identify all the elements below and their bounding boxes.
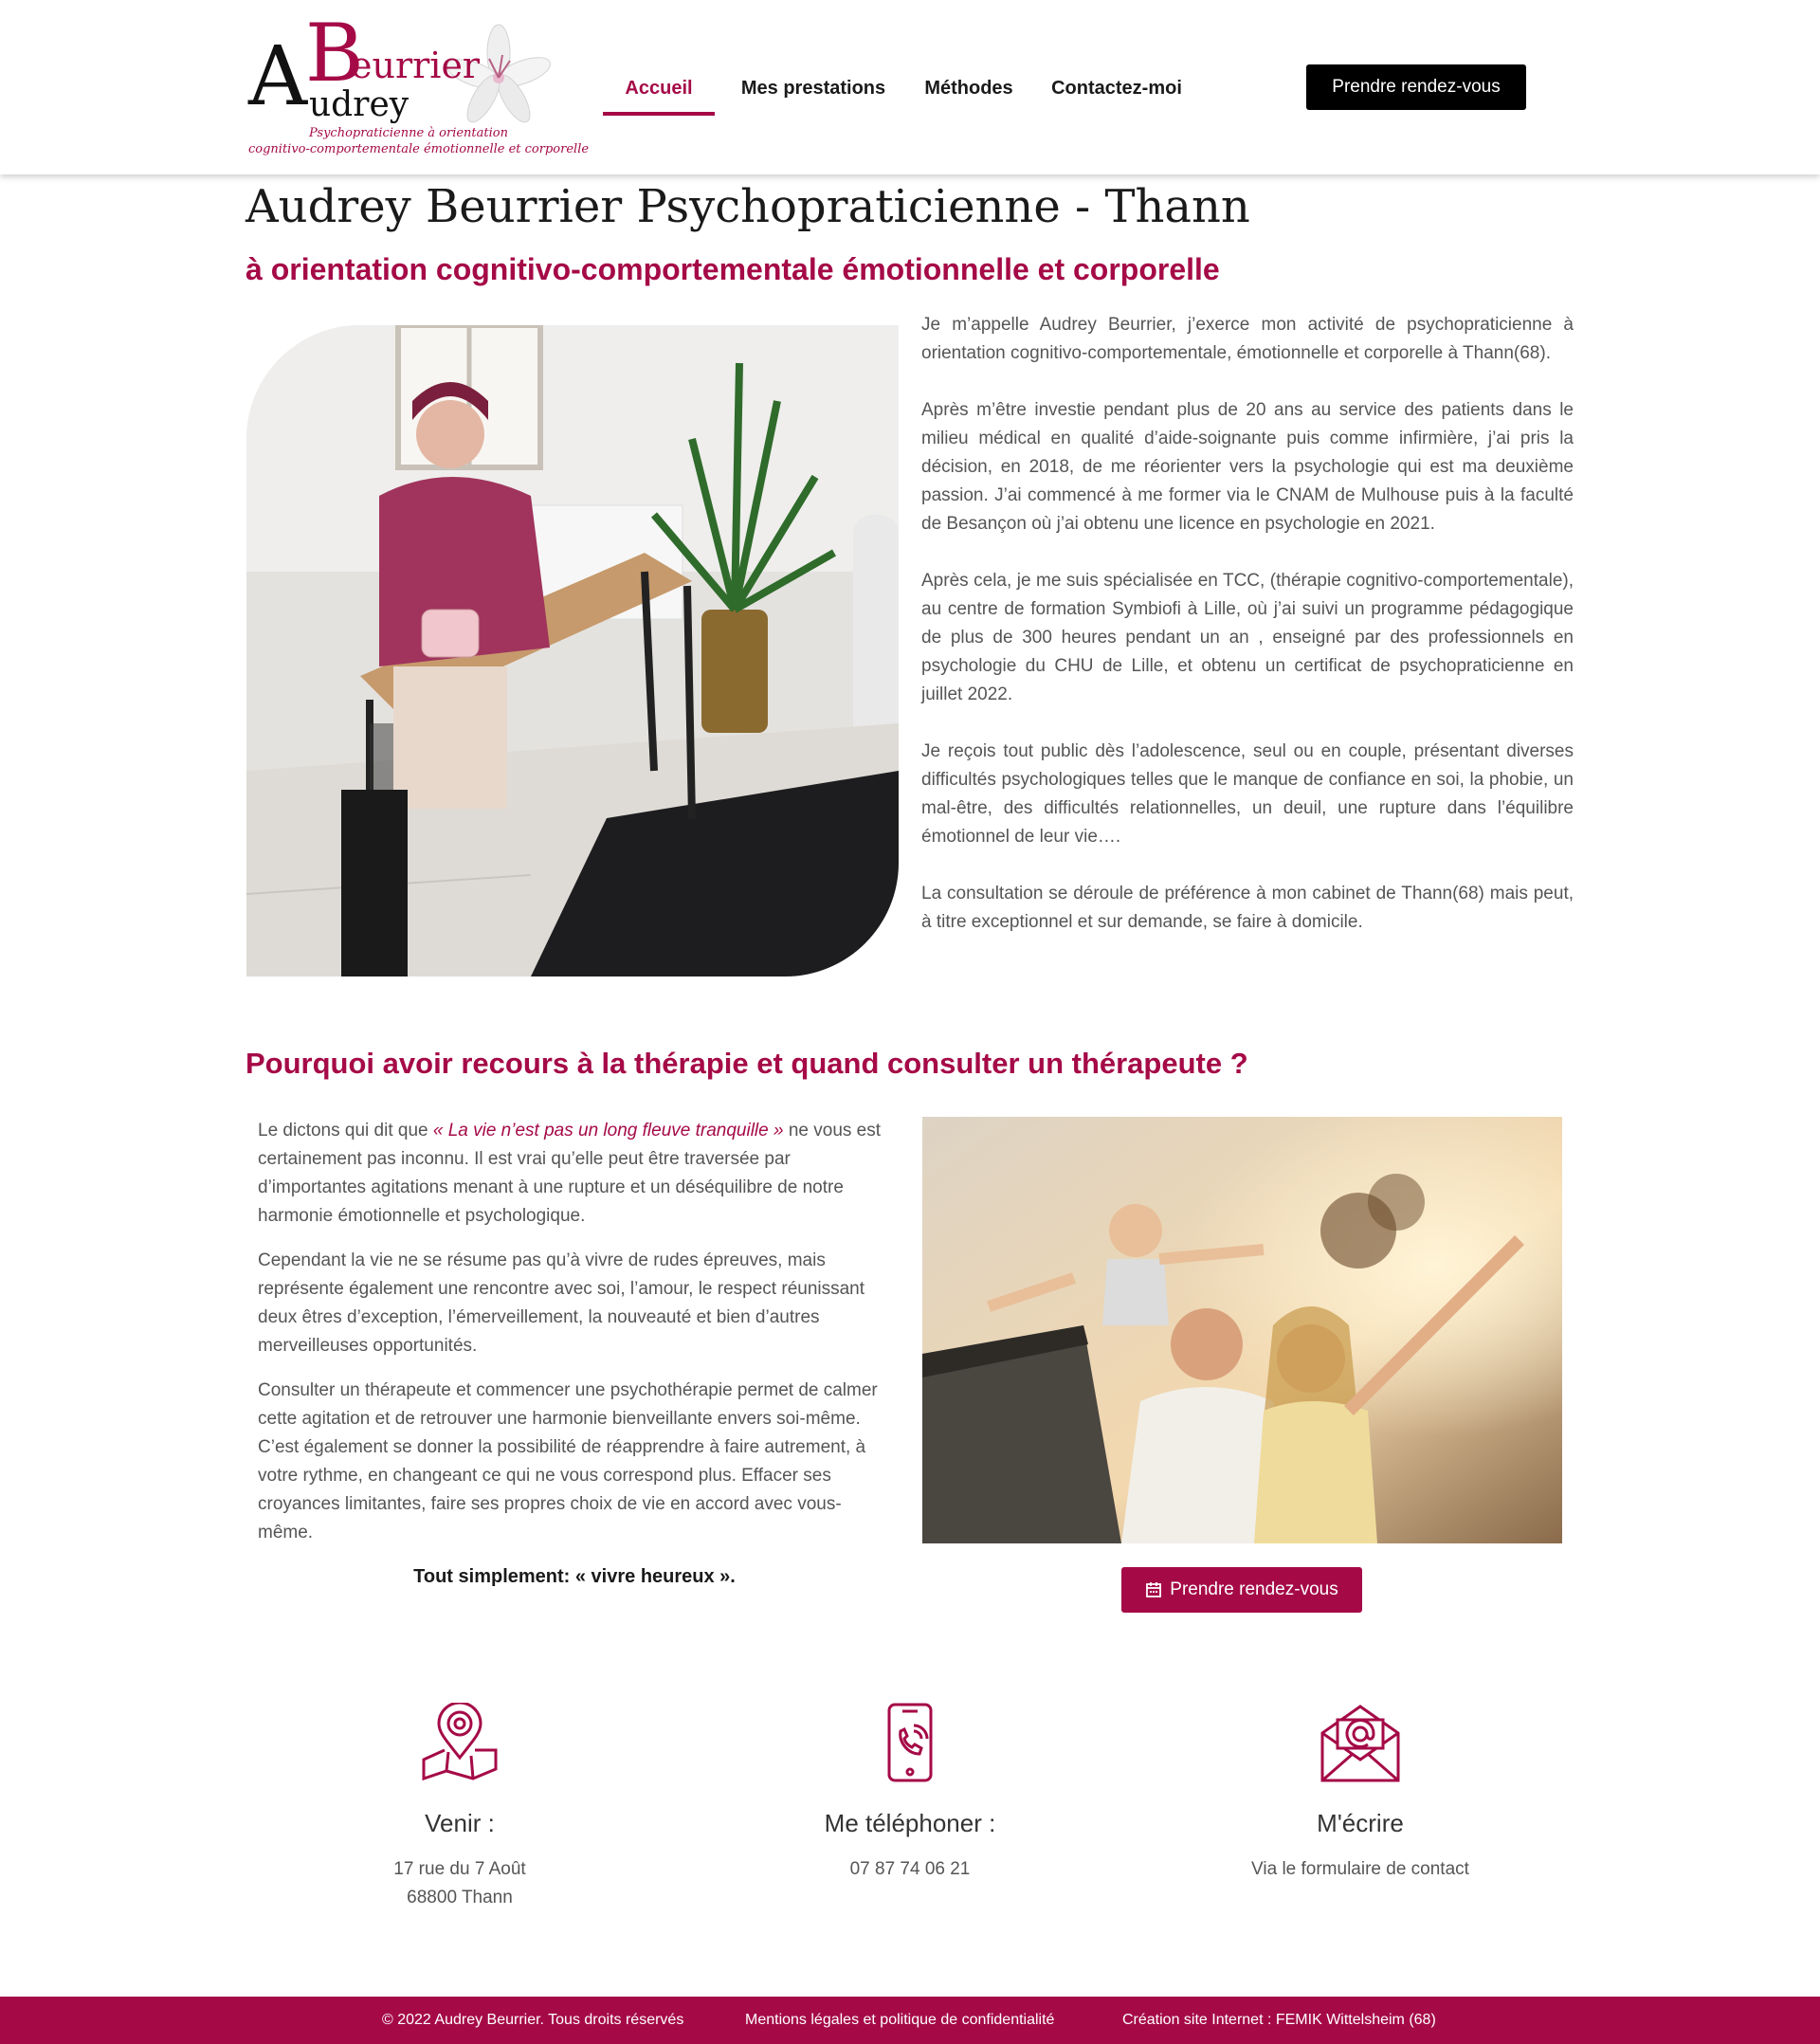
why-text-before: Le dictons qui dit que (258, 1121, 433, 1141)
address-line-1: 17 rue du 7 Août (393, 1859, 526, 1879)
quote-text: « La vie n’est pas un long fleuve tranquille » (432, 1121, 784, 1141)
contact-heading: Me téléphoner : (824, 1809, 996, 1837)
map-pin-icon (420, 1703, 500, 1782)
nav-item-accueil[interactable]: Accueil (603, 66, 715, 116)
intro-paragraph: Je reçois tout public dès l’adolescence, seul ou en couple, présentant diverses difficultés psychologiques telles que le manque de confiance en soi, la phobie, un mal-être, des difficultés relationnelles, un deuil, une rupture dans l’équilibre émotionnel de leur vie…. (921, 741, 1574, 847)
contact-heading: Venir : (425, 1809, 495, 1837)
calendar-icon (1145, 1581, 1162, 1598)
therapist-office-photo (246, 325, 899, 976)
site-header (0, 0, 1820, 174)
logo-word-1: eurrier (351, 45, 481, 86)
intro-paragraph: Après cela, je me suis spécialisée en TCC, (thérapie cognitivo-comportementale), au centre de formation Symbiofi à Lille, où j’ai suivi un programme pédagogique de plus de 300 heures pendant un an , enseigné par des professionnels en psychologie du CHU de Lille, et obtenu un certificat de psychopraticienne en juillet 2022. (921, 571, 1574, 704)
phone-icon (870, 1703, 950, 1782)
site-logo[interactable] (245, 9, 590, 161)
book-appointment-label: Prendre rendez-vous (1170, 1579, 1338, 1599)
intro-paragraph: Je m’appelle Audrey Beurrier, j’exerce mon activité de psychopraticienne à orientation cognitivo-comportementale, émotionnelle et corporelle à Thann(68). (921, 315, 1574, 363)
why-paragraph-1 (258, 1117, 891, 1231)
book-appointment-button-secondary[interactable] (1121, 1567, 1362, 1613)
why-paragraph-3: Consulter un thérapeute et commencer une psychothérapie permet de calmer cette agitation et de retrouver une harmonie bienveillante envers soi-même. C’est également se donner la possibilité de réapprendre à faire autrement, à votre rythme, en changeant ce qui ne vous correspond plus. Effacer ses croyances limitantes, faire ses propres choix de vie en accord avec vous-même. (258, 1380, 878, 1542)
why-text (258, 1117, 891, 1563)
book-appointment-button[interactable]: Prendre rendez-vous (1306, 64, 1526, 110)
address-line-2: 68800 Thann (407, 1888, 513, 1907)
nav-item-prestations[interactable]: Mes prestations (740, 78, 886, 99)
logo-tagline-2: cognitivo-comportementale émotionnelle et corporelle (248, 142, 590, 156)
email-icon (1320, 1703, 1400, 1782)
contact-phone (720, 1703, 1100, 1884)
why-paragraph-2: Cependant la vie ne se résume pas qu’à vivre de rudes épreuves, mais représente également une rencontre avec soi, l’amour, le respect réunissant deux êtres d’exception, l’émerveillement, la nouveauté et bien d’autres merveilleuses opportunités. (258, 1250, 865, 1356)
logo-tagline-1: Psychopraticienne à orientation (309, 126, 508, 140)
contact-email (1171, 1703, 1550, 1884)
why-text-after: ne vous est certainement pas inconnu. Il est vrai qu’elle peut être traversée par d’importantes agitations menant à une rupture et un déséquilibre de notre harmonie émotionnelle et psychologique. (258, 1121, 882, 1226)
contact-heading: M'écrire (1317, 1809, 1404, 1837)
footer-credit-link[interactable]: Création site Internet : FEMIK Wittelsheim (68) (1122, 2012, 1436, 2028)
page-subtitle: à orientation cognitivo-comportementale émotionnelle et corporelle (246, 252, 1220, 286)
contact-address (270, 1703, 649, 1912)
nav-item-contact[interactable]: Contactez-moi (1051, 78, 1182, 99)
site-footer (0, 1997, 1820, 2044)
nav-item-methodes[interactable]: Méthodes (924, 78, 1013, 99)
intro-paragraph: La consultation se déroule de préférence à mon cabinet de Thann(68) mais peut, à titre exceptionnel et sur demande, se faire à domicile. (921, 884, 1574, 932)
phone-number[interactable]: 07 87 74 06 21 (849, 1859, 971, 1879)
motto-text: Tout simplement: « vivre heureux ». (413, 1566, 736, 1587)
logo-letter-b: B (305, 9, 364, 100)
why-section-title: Pourquoi avoir recours à la thérapie et quand consulter un thérapeute ? (246, 1047, 1248, 1080)
logo-letter-a: A (248, 29, 308, 124)
intro-paragraph: Après m’être investie pendant plus de 20 ans au service des patients dans le milieu médical en qualité d’aide-soignante puis comme infirmière, j’ai pris la décision, en 2018, de me réorienter vers la psychologie qui est ma deuxième passion. J’ai commencé à me former via le CNAM de Mulhouse puis à la faculté de Besançon où j’ai obtenu une licence en psychologie en 2021. (921, 400, 1574, 534)
intro-text (921, 311, 1574, 965)
page-title: Audrey Beurrier Psychopraticienne - Thann (246, 180, 1250, 233)
footer-copyright: © 2022 Audrey Beurrier. Tous droits réservés (382, 2012, 684, 2028)
logo-word-2: udrey (309, 85, 410, 124)
contact-form-link[interactable]: Via le formulaire de contact (1251, 1859, 1469, 1879)
footer-legal-link[interactable]: Mentions légales et politique de confidentialité (745, 2012, 1055, 2028)
logo-mark (245, 9, 561, 128)
family-photo (922, 1117, 1562, 1543)
